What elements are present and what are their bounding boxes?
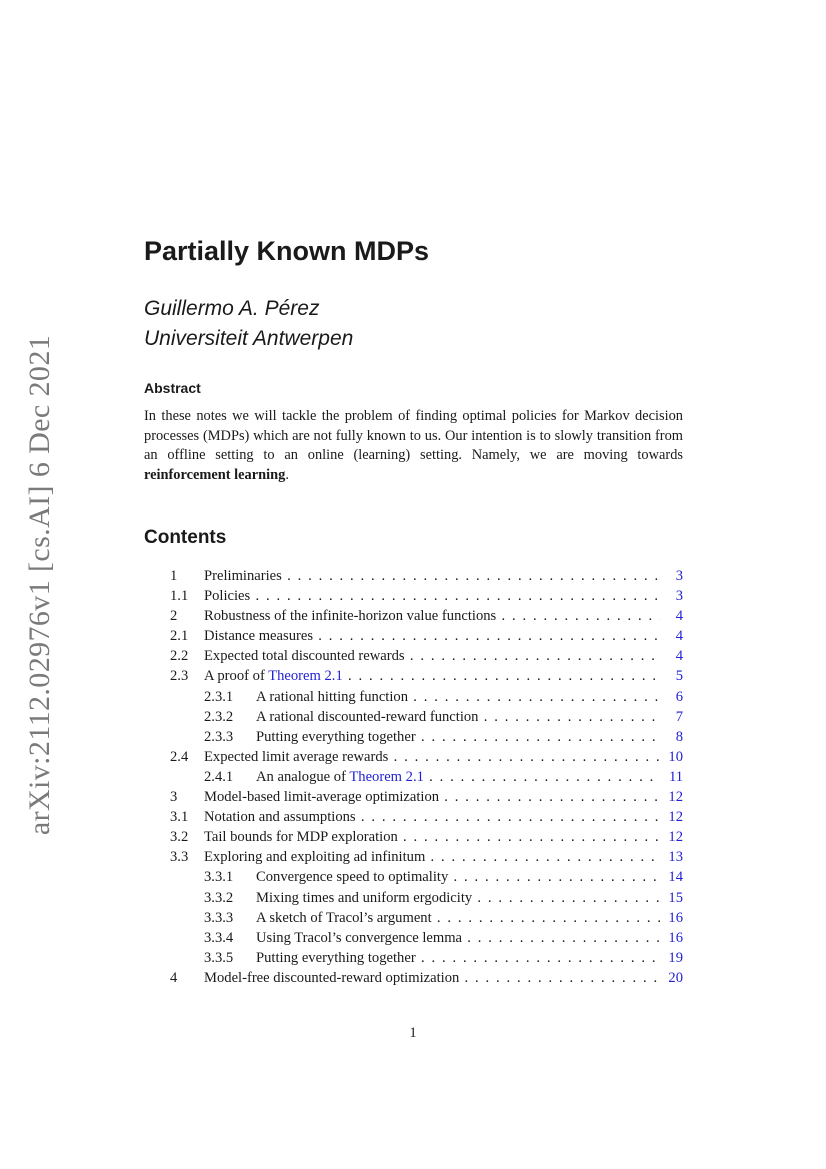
toc-section-number: 3	[170, 789, 178, 806]
toc-page-link[interactable]: 16	[668, 909, 683, 926]
toc-section-number: 2.3.1	[204, 688, 234, 705]
toc-title-text: Convergence speed to optimality	[256, 869, 449, 886]
theorem-link[interactable]: Theorem 2.1	[268, 668, 343, 685]
toc-section-number: 3.3.3	[204, 909, 234, 926]
toc-section-title[interactable]	[204, 626, 660, 646]
toc-section-title[interactable]	[256, 707, 660, 727]
toc-section-number: 2.4	[170, 748, 189, 765]
abstract-body	[144, 407, 683, 485]
toc-section-number: 4	[170, 969, 178, 986]
toc-title-text: A rational discounted-reward function	[256, 708, 479, 725]
toc-section-number: 2.2	[170, 648, 189, 665]
toc-entry[interactable]	[0, 867, 826, 887]
author-name: Guillermo A. Pérez	[144, 297, 320, 320]
toc-page-link[interactable]: 3	[675, 568, 683, 584]
toc-section-title[interactable]	[256, 888, 660, 908]
toc-page-link[interactable]: 7	[675, 708, 683, 725]
toc-entry[interactable]	[0, 666, 826, 686]
toc-entry[interactable]	[0, 646, 826, 666]
toc-page-link[interactable]: 3	[675, 588, 683, 605]
toc-title-text: Using Tracol’s convergence lemma	[256, 929, 463, 946]
toc-title-text: A rational hitting function	[256, 688, 408, 705]
toc-section-title[interactable]	[204, 666, 660, 686]
toc-entry[interactable]	[0, 566, 826, 586]
toc-entry[interactable]	[0, 807, 826, 827]
toc-title-text: Notation and assumptions	[204, 809, 356, 826]
toc-page-link[interactable]: 4	[675, 648, 683, 665]
toc-title-text: Expected total discounted rewards	[204, 648, 405, 665]
toc-entry[interactable]	[0, 928, 826, 948]
toc-section-number: 2.3	[170, 668, 189, 685]
toc-section-title[interactable]	[204, 606, 660, 626]
toc-section-title[interactable]	[256, 867, 660, 887]
toc-entry[interactable]	[0, 888, 826, 908]
toc-entry[interactable]	[0, 948, 826, 968]
toc-page-link[interactable]: 16	[668, 929, 683, 946]
toc-title-text: Putting everything together	[256, 949, 416, 966]
toc-entry[interactable]	[0, 727, 826, 747]
toc-page-link[interactable]: 14	[668, 869, 683, 886]
toc-section-title[interactable]	[204, 787, 660, 807]
toc-section-number: 3.3.5	[204, 949, 234, 966]
abstract-text: In these notes we will tackle the problem of finding optimal policies for Markov decision processes (MDPs) which are not fully known to us. Our intention is to slowly transition from an offline setting to an online (learning) setting. Namely, we are moving towards	[144, 408, 683, 464]
arxiv-identifier: arXiv:2112.02976v1 [cs.AI] 6 Dec 2021	[23, 334, 56, 836]
toc-title-text: Model-based limit-average optimization	[204, 789, 440, 806]
toc-title-text: Model-free discounted-reward optimization	[204, 969, 460, 986]
toc-section-number: 3.3.2	[204, 889, 234, 906]
toc-entry[interactable]	[0, 606, 826, 626]
toc-section-title[interactable]	[256, 908, 660, 928]
toc-page-link[interactable]: 12	[668, 809, 683, 826]
toc-entry[interactable]	[0, 687, 826, 707]
toc-section-number: 2	[170, 608, 178, 625]
abstract-text-end: .	[285, 466, 289, 483]
toc-section-title[interactable]	[204, 747, 660, 767]
toc-section-number: 1	[170, 568, 178, 584]
toc-entry[interactable]	[0, 968, 826, 988]
toc-page-link[interactable]: 20	[668, 969, 683, 986]
toc-section-number: 2.1	[170, 628, 189, 645]
toc-title-text: Putting everything together	[256, 728, 416, 745]
toc-entry[interactable]	[0, 626, 826, 646]
toc-page-link[interactable]: 10	[668, 748, 683, 765]
toc-section-number: 3.3	[170, 849, 189, 866]
toc-page-link[interactable]: 4	[675, 608, 683, 625]
toc-page-link[interactable]: 19	[668, 949, 683, 966]
toc-page-link[interactable]: 6	[675, 688, 683, 705]
table-of-contents	[0, 566, 826, 988]
toc-section-title[interactable]	[256, 928, 660, 948]
toc-page-link[interactable]: 4	[675, 628, 683, 645]
toc-section-number: 2.3.3	[204, 728, 234, 745]
toc-section-number: 3.3.4	[204, 929, 234, 946]
toc-section-title[interactable]	[204, 807, 660, 827]
paper-title: Partially Known MDPs	[144, 236, 430, 266]
toc-section-title[interactable]	[204, 646, 660, 666]
toc-section-number: 3.1	[170, 809, 189, 826]
toc-section-title[interactable]	[256, 948, 660, 968]
toc-title-text: Exploring and exploiting ad infinitum	[204, 849, 426, 866]
toc-page-link[interactable]: 5	[675, 668, 683, 685]
toc-page-link[interactable]: 13	[668, 849, 683, 866]
abstract-emphasis: reinforcement learning	[144, 466, 286, 483]
toc-section-number: 3.3.1	[204, 869, 234, 886]
toc-title-text: Mixing times and uniform ergodicity	[256, 889, 473, 906]
toc-section-number: 1.1	[170, 588, 189, 605]
toc-title-text: Distance measures	[204, 628, 314, 645]
toc-section-number: 2.3.2	[204, 708, 234, 725]
toc-section-title[interactable]	[204, 827, 660, 847]
toc-entry[interactable]	[0, 707, 826, 727]
toc-section-title[interactable]	[256, 727, 660, 747]
toc-section-number: 2.4.1	[204, 768, 234, 785]
toc-section-number: 3.2	[170, 829, 189, 846]
theorem-link[interactable]: Theorem 2.1	[349, 768, 424, 785]
toc-title-text: Policies	[204, 588, 251, 605]
toc-title-text: A sketch of Tracol’s argument	[256, 909, 432, 926]
contents-heading: Contents	[144, 527, 227, 548]
toc-page-link[interactable]: 8	[675, 728, 683, 745]
toc-title-text: Preliminaries	[204, 568, 282, 584]
toc-title-text: Expected limit average rewards	[204, 748, 389, 765]
abstract-heading: Abstract	[144, 380, 201, 396]
toc-entry[interactable]	[0, 767, 826, 787]
page-number: 1	[409, 1025, 417, 1041]
toc-page-link[interactable]: 12	[668, 789, 683, 806]
toc-section-title[interactable]	[204, 566, 660, 586]
toc-section-title[interactable]	[204, 847, 660, 867]
toc-section-title[interactable]	[204, 968, 660, 988]
toc-entry[interactable]	[0, 847, 826, 867]
toc-entry[interactable]	[0, 787, 826, 807]
toc-entry[interactable]	[0, 747, 826, 767]
toc-section-title[interactable]	[256, 767, 660, 787]
toc-title-text: A proof of	[204, 668, 269, 685]
toc-page-link[interactable]: 15	[668, 889, 683, 906]
toc-section-title[interactable]	[256, 687, 660, 707]
toc-title-text: Tail bounds for MDP exploration	[204, 829, 398, 846]
author-affiliation: Universiteit Antwerpen	[144, 327, 354, 350]
toc-title-text: An analogue of	[256, 768, 350, 785]
toc-entry[interactable]	[0, 908, 826, 928]
toc-entry[interactable]	[0, 586, 826, 606]
toc-title-text: Robustness of the infinite-horizon value functions	[204, 608, 497, 625]
toc-page-link[interactable]: 12	[668, 829, 683, 846]
toc-section-title[interactable]	[204, 586, 660, 606]
toc-entry[interactable]	[0, 827, 826, 847]
toc-page-link[interactable]: 11	[668, 768, 683, 785]
